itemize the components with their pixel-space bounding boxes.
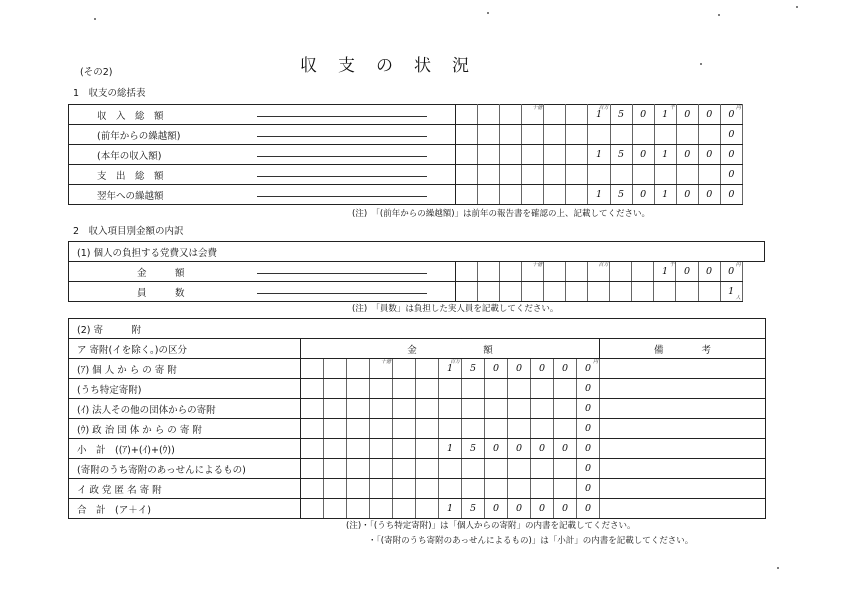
digit-cell: 0 (720, 125, 742, 145)
digit-cell: 0 (554, 439, 577, 459)
row-label: 小 計 ((ｱ)+(ｲ)+(ｳ)) (69, 439, 301, 459)
digit-cell (301, 439, 324, 459)
digit-cell (522, 165, 544, 185)
digit-cell (676, 282, 698, 302)
unit-thousand: 千 (669, 262, 675, 268)
table-row (69, 262, 765, 282)
digit-cell (462, 379, 485, 399)
digit-cell (676, 165, 698, 185)
digit-cell: 0 円 (720, 262, 742, 282)
digit-cell (566, 282, 588, 302)
digit-cell: 0 (531, 359, 554, 379)
unit-yen: 円 (735, 262, 741, 268)
row-label-cell (69, 105, 456, 125)
digit-cell (522, 145, 544, 165)
digit-cell (347, 439, 370, 459)
digit-cell (485, 479, 508, 499)
digit-cell (544, 282, 566, 302)
digit-cell (478, 105, 500, 125)
digit-cell: 1 (439, 499, 462, 519)
unit-thousand: 千 (669, 105, 675, 111)
table-row (69, 359, 766, 379)
digit-cell: 0 (577, 499, 600, 519)
digit-cell (588, 282, 610, 302)
digit-cell (485, 399, 508, 419)
digit-cell (462, 459, 485, 479)
digit-cell (485, 379, 508, 399)
digit-cell (654, 165, 676, 185)
digit-cell (485, 459, 508, 479)
digit-cell: 0 (577, 439, 600, 459)
digit-cell (544, 105, 566, 125)
digit-cell (301, 499, 324, 519)
entry-rule (257, 195, 427, 197)
digit-cell (500, 282, 522, 302)
entry-rule (257, 155, 427, 157)
digit-cell (393, 359, 416, 379)
row-label-cell (69, 262, 456, 282)
digit-cell (324, 499, 347, 519)
remarks-cell (600, 479, 766, 499)
digit-cell (508, 479, 531, 499)
digit-cell: 5 (462, 499, 485, 519)
sub2-note-2: ・「(寄附のうち寄附のあっせんによるもの)」は「小計」の内書を記載してください。 (368, 536, 694, 546)
row-label: (前年からの繰越額) (97, 130, 181, 142)
digit-cell (370, 419, 393, 439)
row-label-cell (69, 125, 456, 145)
digit-cell: 0 (577, 479, 600, 499)
section1-heading: 1 収支の総括表 (73, 88, 146, 99)
digit-cell (544, 262, 566, 282)
digit-cell (439, 459, 462, 479)
digit-cell: 0 (720, 185, 742, 205)
digit-cell: 0 (632, 105, 654, 125)
digit-cell (456, 262, 478, 282)
digit-cell (478, 185, 500, 205)
unit-ten-billion: 十億 (380, 359, 391, 365)
section2-heading: 2 収入項目別金額の内訳 (73, 226, 184, 237)
digit-cell: 0 (698, 145, 720, 165)
sub2-note-1: (注)・「(うち特定寄附)」は「個人からの寄附」の内書を記載してください。 (346, 521, 636, 531)
digit-cell: 0 (554, 499, 577, 519)
unit-million: 百万 (598, 105, 609, 111)
digit-cell (566, 125, 588, 145)
row-label: (ｲ) 法人その他の団体からの寄附 (69, 399, 301, 419)
summary-table (68, 104, 765, 205)
digit-cell (676, 125, 698, 145)
digit-cell: 0 (531, 439, 554, 459)
digit-cell: 1 人 (720, 282, 742, 302)
digit-cell (610, 165, 632, 185)
row-label: (ｳ) 政 治 団 体 か ら の 寄 附 (69, 419, 301, 439)
digit-cell (508, 379, 531, 399)
digit-cell (698, 125, 720, 145)
digit-cell (439, 419, 462, 439)
digit-cell (531, 479, 554, 499)
digit-cell: 0 (676, 185, 698, 205)
digit-cell (522, 125, 544, 145)
digit-cell: 0 (577, 419, 600, 439)
digit-cell (500, 185, 522, 205)
digit-cell (531, 419, 554, 439)
digit-cell (393, 479, 416, 499)
digit-cell (554, 419, 577, 439)
digit-cell (610, 125, 632, 145)
digit-cell (566, 262, 588, 282)
digit-cell (478, 125, 500, 145)
digit-cell: 1 千 (654, 105, 676, 125)
row-label-cell (69, 145, 456, 165)
digit-cell (416, 419, 439, 439)
digit-cell (654, 125, 676, 145)
digit-cell (566, 185, 588, 205)
digit-cell: 0 (508, 359, 531, 379)
row-label: 収 入 総 額 (97, 110, 164, 122)
digit-cell: 0 (720, 165, 742, 185)
row-label-cell (69, 282, 456, 302)
party-fee-table (68, 241, 765, 302)
digit-cell (508, 419, 531, 439)
digit-cell: 5 (462, 439, 485, 459)
digit-cell (554, 379, 577, 399)
digit-cell (393, 379, 416, 399)
digit-cell (508, 399, 531, 419)
digit-cell (301, 379, 324, 399)
digit-cell (588, 125, 610, 145)
unit-ten-billion: 十億 (532, 105, 543, 111)
donation-table (68, 318, 766, 519)
digit-cell: 0 円 (720, 105, 742, 125)
row-label: 合 計 (ア＋イ) (69, 499, 301, 519)
digit-cell: 0 (698, 105, 720, 125)
digit-cell (301, 479, 324, 499)
digit-cell (462, 479, 485, 499)
digit-cell (439, 399, 462, 419)
table-row (69, 399, 766, 419)
entry-rule (257, 135, 427, 137)
digit-cell (544, 165, 566, 185)
digit-cell (456, 125, 478, 145)
digit-cell (478, 145, 500, 165)
digit-cell (324, 439, 347, 459)
digit-cell (632, 262, 654, 282)
digit-cell (393, 399, 416, 419)
digit-cell (416, 479, 439, 499)
digit-cell: 1 (654, 145, 676, 165)
table-row (69, 479, 766, 499)
remarks-cell (600, 419, 766, 439)
sub2-heading: (2) 寄 附 (69, 319, 766, 339)
digit-cell (522, 262, 544, 282)
digit-cell (324, 419, 347, 439)
digit-cell: 0 (508, 499, 531, 519)
row-label: (寄附のうち寄附のあっせんによるもの) (69, 459, 301, 479)
digit-cell (698, 282, 720, 302)
digit-cell (370, 459, 393, 479)
digit-cell: 5 (462, 359, 485, 379)
digit-cell (544, 185, 566, 205)
digit-cell: 1 百万 (439, 359, 462, 379)
digit-cell (610, 282, 632, 302)
digit-cell (588, 262, 610, 282)
digit-cell: 0 (632, 185, 654, 205)
digit-cell: 0 (676, 262, 698, 282)
table-row (69, 145, 765, 165)
row-label: 支 出 総 額 (97, 170, 164, 182)
unit-yen: 円 (592, 359, 598, 365)
digit-cell: 0 (485, 359, 508, 379)
digit-cell (554, 399, 577, 419)
digit-cell (347, 499, 370, 519)
col-header-category: ア 寄附(イを除く。)の区分 (69, 339, 301, 359)
digit-cell (416, 499, 439, 519)
digit-cell (324, 359, 347, 379)
unit-ten-billion: 十億 (532, 262, 543, 268)
digit-cell (566, 105, 588, 125)
digit-cell (566, 165, 588, 185)
row-label: イ 政 党 匿 名 寄 附 (69, 479, 301, 499)
digit-cell (566, 145, 588, 165)
row-label: 翌年への繰越額 (97, 190, 164, 202)
remarks-cell (600, 379, 766, 399)
digit-cell: 0 (577, 399, 600, 419)
sub1-heading: (1) 個人の負担する党費又は会費 (69, 242, 765, 262)
digit-cell (531, 379, 554, 399)
digit-cell (324, 379, 347, 399)
digit-cell: 1 千 (654, 262, 676, 282)
digit-cell: 0 (676, 105, 698, 125)
digit-cell (588, 165, 610, 185)
form-sub-label: (その2) (80, 67, 113, 78)
table-row (69, 165, 765, 185)
digit-cell (456, 185, 478, 205)
table-row (69, 459, 766, 479)
table-row (69, 499, 766, 519)
digit-cell (478, 262, 500, 282)
unit-million: 百万 (598, 262, 609, 268)
digit-cell (632, 165, 654, 185)
table-row (69, 125, 765, 145)
digit-cell (370, 439, 393, 459)
row-label: (うち特定寄附) (69, 379, 301, 399)
digit-cell (347, 479, 370, 499)
digit-cell: 0 (577, 459, 600, 479)
digit-cell (393, 459, 416, 479)
table-row (69, 185, 765, 205)
remarks-cell (600, 359, 766, 379)
digit-cell: 1 (588, 185, 610, 205)
digit-cell: 0 (632, 145, 654, 165)
digit-cell (500, 145, 522, 165)
digit-cell: 0 (508, 439, 531, 459)
digit-cell: 0 (554, 359, 577, 379)
digit-cell (393, 439, 416, 459)
digit-cell (347, 459, 370, 479)
digit-cell (370, 359, 393, 379)
digit-cell: 0 円 (577, 359, 600, 379)
digit-cell (485, 419, 508, 439)
digit-cell (462, 419, 485, 439)
digit-cell: 0 (485, 499, 508, 519)
digit-cell (324, 479, 347, 499)
digit-cell (416, 379, 439, 399)
digit-cell (301, 419, 324, 439)
digit-cell (610, 262, 632, 282)
sub1-note: (注) 「員数」は負担した実人員を記載してください。 (352, 304, 559, 314)
entry-rule (257, 175, 427, 177)
digit-cell (370, 479, 393, 499)
col-header-amount: 金 額 (301, 339, 600, 359)
digit-cell (500, 105, 522, 125)
unit-people: 人 (735, 295, 741, 301)
digit-cell (456, 105, 478, 125)
digit-cell (439, 479, 462, 499)
table-row (69, 379, 766, 399)
digit-cell (522, 185, 544, 205)
digit-cell (544, 125, 566, 145)
remarks-cell (600, 399, 766, 419)
table-row (69, 439, 766, 459)
remarks-cell (600, 439, 766, 459)
row-label: 員 数 (137, 287, 185, 299)
digit-cell: 5 (610, 185, 632, 205)
digit-cell: 0 (531, 499, 554, 519)
digit-cell (632, 282, 654, 302)
digit-cell (347, 419, 370, 439)
digit-cell: 1 百万 (588, 105, 610, 125)
digit-cell (370, 399, 393, 419)
unit-million: 百万 (449, 359, 460, 365)
digit-cell (462, 399, 485, 419)
remarks-cell (600, 459, 766, 479)
digit-cell (654, 282, 676, 302)
digit-cell: 5 (610, 145, 632, 165)
digit-cell (698, 165, 720, 185)
digit-cell (456, 165, 478, 185)
digit-cell (478, 165, 500, 185)
digit-cell (416, 459, 439, 479)
digit-cell: 0 (720, 145, 742, 165)
digit-cell: 5 (610, 105, 632, 125)
digit-cell (416, 439, 439, 459)
digit-cell (632, 125, 654, 145)
digit-cell (544, 145, 566, 165)
digit-cell (456, 282, 478, 302)
digit-cell (439, 379, 462, 399)
digit-cell (416, 359, 439, 379)
digit-cell (554, 479, 577, 499)
digit-cell (393, 419, 416, 439)
row-label-cell (69, 165, 456, 185)
table-row (69, 419, 766, 439)
digit-cell (301, 459, 324, 479)
digit-cell (500, 262, 522, 282)
digit-cell (370, 499, 393, 519)
row-label: (ｱ) 個 人 か ら の 寄 附 (69, 359, 301, 379)
digit-cell (416, 399, 439, 419)
entry-rule (257, 292, 427, 294)
table-row (69, 105, 765, 125)
row-label: 金 額 (137, 267, 185, 279)
row-label: (本年の収入額) (97, 150, 162, 162)
digit-cell (522, 105, 544, 125)
digit-cell (370, 379, 393, 399)
digit-cell (347, 399, 370, 419)
digit-cell (301, 399, 324, 419)
digit-cell (347, 359, 370, 379)
digit-cell (531, 399, 554, 419)
digit-cell: 0 (676, 145, 698, 165)
digit-cell (531, 459, 554, 479)
digit-cell (301, 359, 324, 379)
digit-cell (324, 459, 347, 479)
digit-cell: 1 (654, 185, 676, 205)
digit-cell (554, 459, 577, 479)
row-label-cell (69, 185, 456, 205)
digit-cell (324, 399, 347, 419)
digit-cell: 0 (698, 185, 720, 205)
table-row (69, 282, 765, 302)
digit-cell (456, 145, 478, 165)
digit-cell (500, 165, 522, 185)
digit-cell (522, 282, 544, 302)
unit-yen: 円 (735, 105, 741, 111)
entry-rule (257, 272, 427, 274)
page-title: 収 支 の 状 況 (300, 56, 471, 76)
digit-cell: 1 (439, 439, 462, 459)
digit-cell (393, 499, 416, 519)
digit-cell: 0 (577, 379, 600, 399)
digit-cell (500, 125, 522, 145)
section1-note: (注) 「(前年からの繰越額)」は前年の報告書を確認の上、記載してください。 (352, 209, 651, 219)
remarks-cell (600, 499, 766, 519)
col-header-remarks: 備 考 (600, 339, 766, 359)
digit-cell: 1 (588, 145, 610, 165)
digit-cell (347, 379, 370, 399)
digit-cell: 0 (485, 439, 508, 459)
entry-rule (257, 115, 427, 117)
digit-cell (478, 282, 500, 302)
digit-cell (508, 459, 531, 479)
digit-cell: 0 (698, 262, 720, 282)
